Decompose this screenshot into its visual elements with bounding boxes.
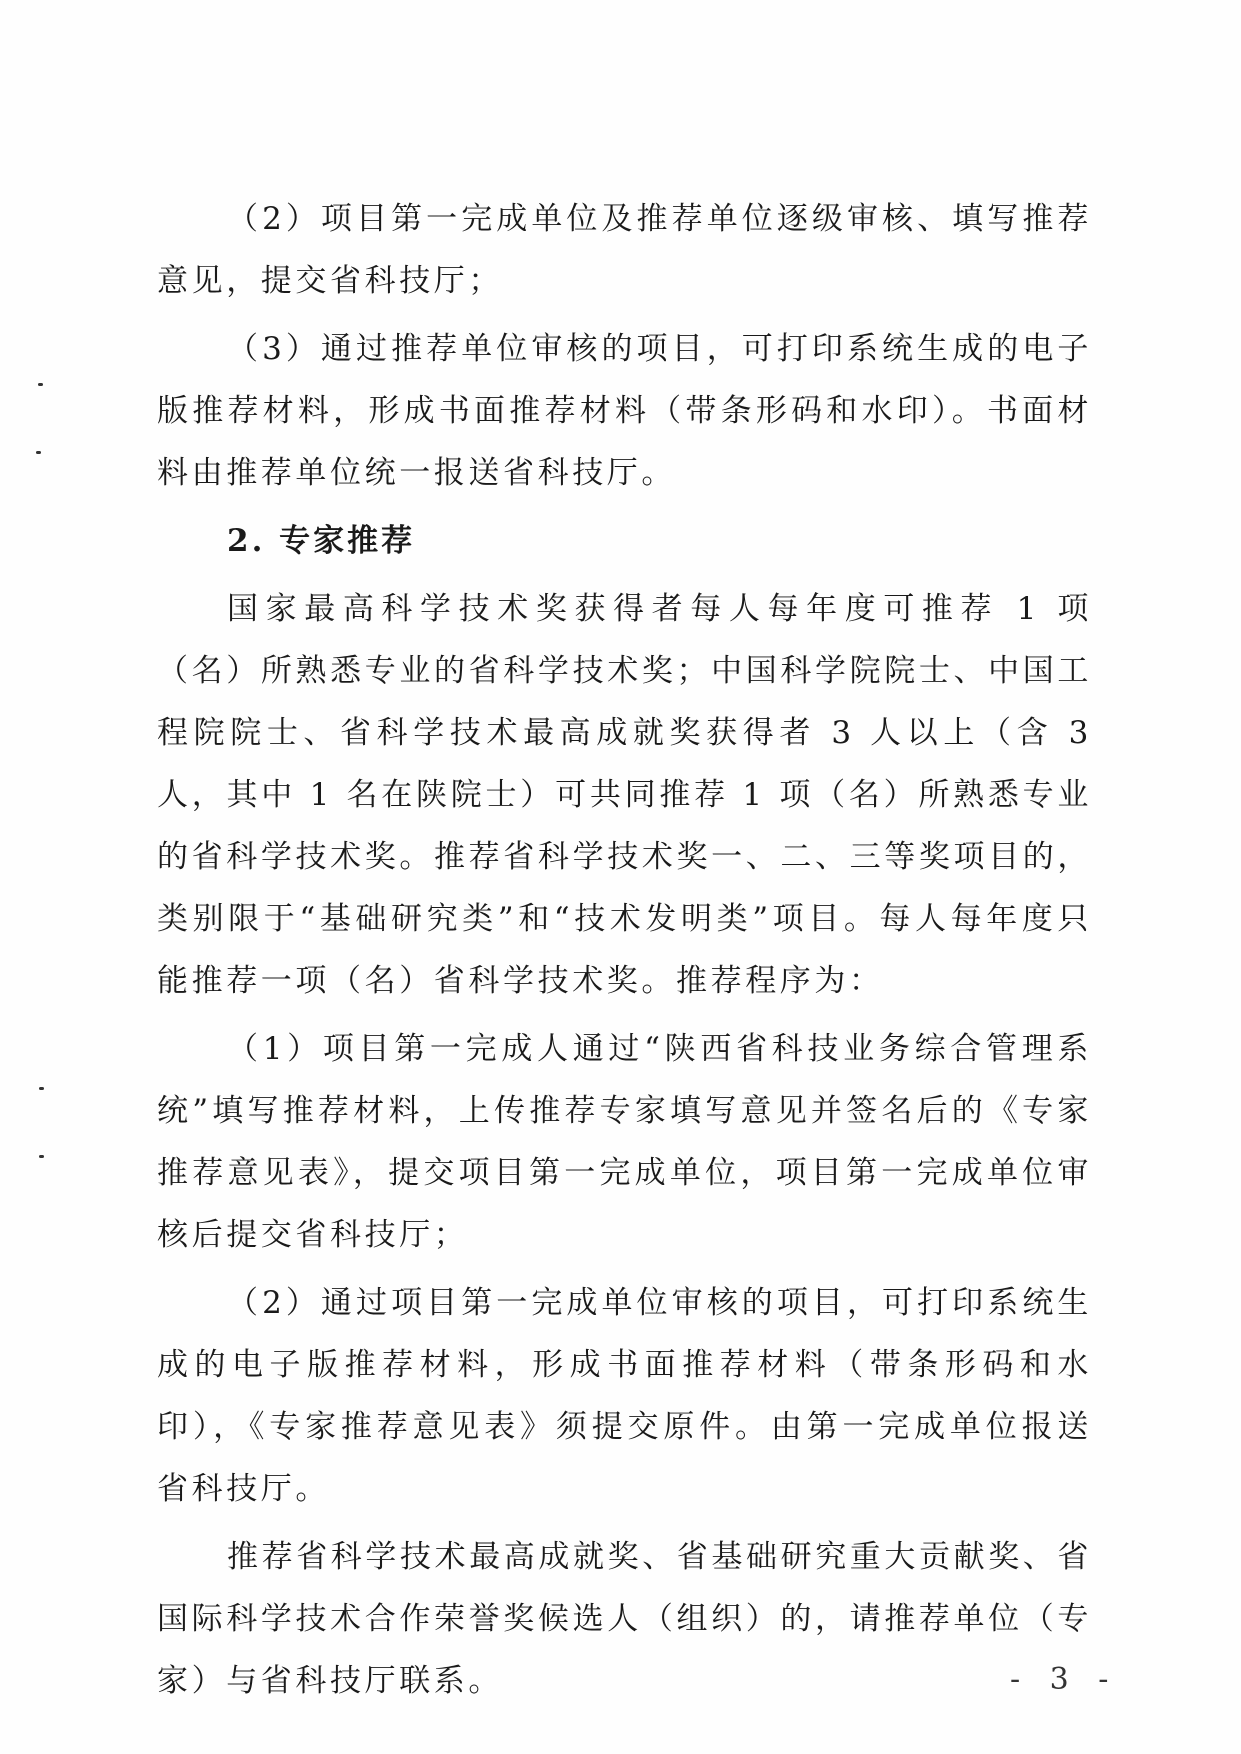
paragraph-expert-eligibility: 国家最高科学技术奖获得者每人每年度可推荐 1 项（名）所熟悉专业的省科学技术奖；中国科学院院士、中国工程院院士、省科学技术最高成就奖获得者 3 人以上（含 3 人，其中 1 名在陕院士）可共同推荐 1 项（名）所熟悉专业的省科学技术奖。推荐省科学技术奖一、二、三等奖项目的，类别限于“基础研究类”和“技术发明类”项目。每人每年度只能推荐一项（名）省科学技术奖。推荐程序为： <box>157 591 1092 999</box>
paragraph-print-materials: （3）通过推荐单位审核的项目，可打印系统生成的电子版推荐材料，形成书面推荐材料（带条形码和水印）。书面材料由推荐单位统一报送省科技厅。 <box>157 331 1092 491</box>
paragraph-contact-note: 推荐省科学技术最高成就奖、省基础研究重大贡献奖、省国际科学技术合作荣誉奖候选人（组织）的，请推荐单位（专家）与省科技厅联系。 <box>157 1539 1092 1699</box>
paragraph-expert-step-2: （2）通过项目第一完成单位审核的项目，可打印系统生成的电子版推荐材料，形成书面推荐材料（带条形码和水印），《专家推荐意见表》须提交原件。由第一完成单位报送省科技厅。 <box>157 1285 1092 1507</box>
page-number: - 3 - <box>1010 1662 1119 1697</box>
section-heading-expert-recommendation: 2. 专家推荐 <box>227 523 416 559</box>
scan-speck <box>39 1155 44 1158</box>
scan-speck <box>39 1087 44 1090</box>
document-body <box>157 188 1092 1718</box>
paragraph-expert-step-1: （1）项目第一完成人通过“陕西省科技业务综合管理系统”填写推荐材料，上传推荐专家填写意见并签名后的《专家推荐意见表》，提交项目第一完成单位，项目第一完成单位审核后提交省科技厅； <box>157 1031 1092 1253</box>
scan-speck <box>38 383 43 386</box>
paragraph-review-submission: （2）项目第一完成单位及推荐单位逐级审核、填写推荐意见，提交省科技厅； <box>157 201 1092 299</box>
scan-speck <box>36 451 41 454</box>
